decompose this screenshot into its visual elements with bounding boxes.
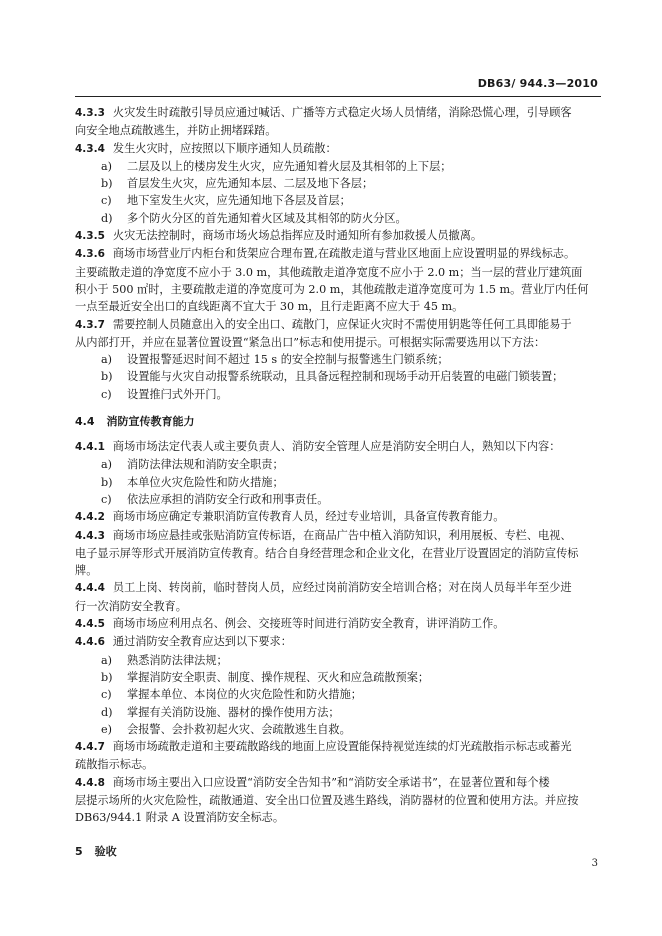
page-number: 3 xyxy=(591,858,598,869)
list-item xyxy=(75,652,602,669)
list-item-text: 掌握消防安全职责、制度、操作规程、灭火和应急疏散预案； xyxy=(127,670,430,684)
clause-number: 4.4.2 xyxy=(75,511,105,524)
clause-number: 4.4.5 xyxy=(75,618,105,631)
clause-text: 火灾发生时疏散引导员应通过喊话、广播等方式稳定火场人员情绪，消除恐慌心理，引导顾客 xyxy=(112,106,572,119)
text-line: 牌。 xyxy=(75,564,98,578)
clause-text: 商场市场法定代表人或主要负责人、消防安全管理人应是消防安全明白人，熟知以下内容： xyxy=(112,440,561,454)
list-marker: d) xyxy=(101,705,113,719)
section-heading-4-4 xyxy=(75,413,602,430)
list-item xyxy=(75,368,602,385)
clause-text: 商场市场应利用点名、例会、交接班等时间进行消防安全教育，讲评消防工作。 xyxy=(112,617,505,631)
clause-number: 4.4.4 xyxy=(75,582,105,595)
clause-number: 4.3.4 xyxy=(75,142,105,155)
clause-number: 4.3.5 xyxy=(75,230,105,243)
list-marker: e) xyxy=(101,722,112,736)
list-item xyxy=(75,704,602,721)
clause-number: 4.4.1 xyxy=(75,441,105,454)
list-item xyxy=(75,669,602,686)
list-item-text: 消防法律法规和消防安全职责； xyxy=(127,458,284,472)
clause-4-3-5 xyxy=(75,227,602,245)
list-item xyxy=(75,721,602,738)
list-item-text: 会报警、会扑救初起火灾、会疏散逃生自救。 xyxy=(127,722,351,736)
clause-4-3-3 xyxy=(75,104,602,122)
list-item-text: 首层发生火灾，应先通知本层、二层及地下各层； xyxy=(127,177,374,191)
list-marker: a) xyxy=(101,353,113,367)
clause-number: 4.4.3 xyxy=(75,529,105,542)
clause-4-3-4 xyxy=(75,140,602,158)
list-item xyxy=(75,158,602,175)
list-item-text: 依法应承担的消防安全行政和刑事责任。 xyxy=(127,492,329,506)
list-item-text: 多个防火分区的首先通知着火区域及其相邻的防火分区。 xyxy=(127,211,407,225)
clause-number: 4.3.6 xyxy=(75,248,105,261)
clause-4-4-1 xyxy=(75,438,602,456)
header-divider xyxy=(75,96,601,97)
text-line: 从内部打开，并应在显著位置设置“紧急出口”标志和使用提示。可根据实际需要选用以下方法： xyxy=(75,335,546,349)
list-item-text: 设置报警延迟时间不超过 15 s 的安全控制与报警逃生门锁系统； xyxy=(127,353,449,367)
clause-4-3-6 xyxy=(75,245,602,263)
clause-text: 商场市场营业厅内柜台和货架应合理布置,在疏散走道与营业区地面上应设置明显的界线标志。 xyxy=(112,247,576,261)
clause-number: 4.4.7 xyxy=(75,741,105,754)
text-line: 电子显示屏等形式开展消防宣传教育。结合自身经营理念和企业文化，在营业厅设置固定的消防宣传标 xyxy=(75,546,579,560)
text-line: 向安全地点疏散逃生，并防止拥堵踩踏。 xyxy=(75,124,277,138)
clause-4-4-2 xyxy=(75,508,602,526)
list-item-text: 掌握本单位、本岗位的火灾危险性和防火措施； xyxy=(127,688,362,702)
list-item xyxy=(75,210,602,227)
clause-4-4-6 xyxy=(75,633,602,651)
list-item-text: 熟悉消防法律法规； xyxy=(127,653,228,667)
list-item xyxy=(75,386,602,403)
clause-4-4-5 xyxy=(75,615,602,633)
section-number: 5 xyxy=(75,844,83,858)
list-marker: c) xyxy=(101,688,112,702)
list-item-text: 设置能与火灾自动报警系统联动，且具备远程控制和现场手动开启装置的电磁门锁装置； xyxy=(127,370,564,384)
list-marker: b) xyxy=(101,475,113,489)
list-marker: b) xyxy=(101,370,113,384)
list-item-text: 掌握有关消防设施、器材的操作使用方法； xyxy=(127,705,340,719)
list-marker: a) xyxy=(101,159,113,173)
clause-number: 4.4.8 xyxy=(75,776,105,789)
list-marker: c) xyxy=(101,492,112,506)
document-code: DB63/ 944.3—2010 xyxy=(477,77,598,90)
clause-text: 商场市场应确定专兼职消防宣传教育人员，经过专业培训，具备宣传教育能力。 xyxy=(112,510,505,524)
clause-number: 4.3.3 xyxy=(75,107,105,119)
clause-number: 4.3.7 xyxy=(75,318,105,331)
list-marker: c) xyxy=(101,194,112,208)
clause-text: 发生火灾时，应按照以下顺序通知人员疏散： xyxy=(112,141,337,155)
clause-4-4-7 xyxy=(75,738,602,756)
document-body xyxy=(75,104,602,860)
clause-text: 通过消防安全教育应达到以下要求： xyxy=(112,635,292,649)
list-item-text: 本单位火灾危险性和防火措施； xyxy=(127,475,284,489)
text-line: DB63/944.1 附录 A 设置消防安全标志。 xyxy=(75,811,285,825)
clause-4-4-8 xyxy=(75,774,602,792)
list-marker: b) xyxy=(101,177,113,191)
text-line: 一点至最近安全出口的直线距离不宜大于 30 m，且行走距离不应大于 45 m。 xyxy=(75,300,464,314)
text-line: 行一次消防安全教育。 xyxy=(75,599,187,613)
list-item xyxy=(75,491,602,508)
clause-4-3-7 xyxy=(75,316,602,334)
list-marker: a) xyxy=(101,458,113,472)
section-number: 4.4 xyxy=(75,415,95,429)
clause-text: 火灾无法控制时，商场市场火场总指挥应及时通知所有参加救援人员撤离。 xyxy=(112,229,483,243)
clause-text: 商场市场应悬挂或张贴消防宣传标语，在商品广告中植入消防知识，利用展板、专栏、电视、 xyxy=(112,528,572,542)
clause-text: 需要控制人员随意出入的安全出口、疏散门，应保证火灾时不需使用钥匙等任何工具即能易于 xyxy=(112,317,572,331)
text-line: 层提示场所的火灾危险性，疏散通道、安全出口位置及逃生路线，消防器材的位置和使用方法。并应按 xyxy=(75,793,579,807)
list-marker: b) xyxy=(101,670,113,684)
list-item xyxy=(75,175,602,192)
list-item xyxy=(75,351,602,368)
list-item-text: 地下室发生火灾，应先通知地下各层及首层； xyxy=(127,194,351,208)
list-marker: d) xyxy=(101,211,113,225)
list-item-text: 二层及以上的楼房发生火灾，应先通知着火层及其相邻的上下层； xyxy=(127,159,452,173)
section-title: 验收 xyxy=(94,844,117,858)
list-marker: c) xyxy=(101,387,112,401)
list-item xyxy=(75,456,602,473)
clause-text: 商场市场疏散走道和主要疏散路线的地面上应设置能保持视觉连续的灯光疏散指示标志或蓄光 xyxy=(112,740,572,754)
clause-number: 4.4.6 xyxy=(75,636,105,649)
list-marker: a) xyxy=(101,653,113,667)
list-item-text: 设置推闩式外开门。 xyxy=(127,387,228,401)
text-line: 主要疏散走道的净宽度不应小于 3.0 m，其他疏散走道净宽度不应小于 2.0 m；当一层的营业厅建筑面 xyxy=(75,265,583,279)
list-item xyxy=(75,474,602,491)
clause-text: 员工上岗、转岗前，临时替岗人员，应经过岗前消防安全培训合格；对在岗人员每半年至少进 xyxy=(112,581,572,595)
list-item xyxy=(75,192,602,209)
section-title: 消防宣传教育能力 xyxy=(106,415,195,429)
clause-4-4-4 xyxy=(75,579,602,597)
clause-4-4-3 xyxy=(75,527,602,545)
list-item xyxy=(75,686,602,703)
clause-text: 商场市场主要出入口应设置“消防安全告知书”和“消防安全承诺书”，在显著位置和每个楼 xyxy=(112,775,550,789)
text-line: 积小于 500 ㎡时，主要疏散走道的净宽度可为 2.0 m，其他疏散走道净宽度可为 1.5 m。营业厅内任何 xyxy=(75,282,589,296)
text-line: 疏散指示标志。 xyxy=(75,758,154,772)
section-heading-5 xyxy=(75,843,602,860)
